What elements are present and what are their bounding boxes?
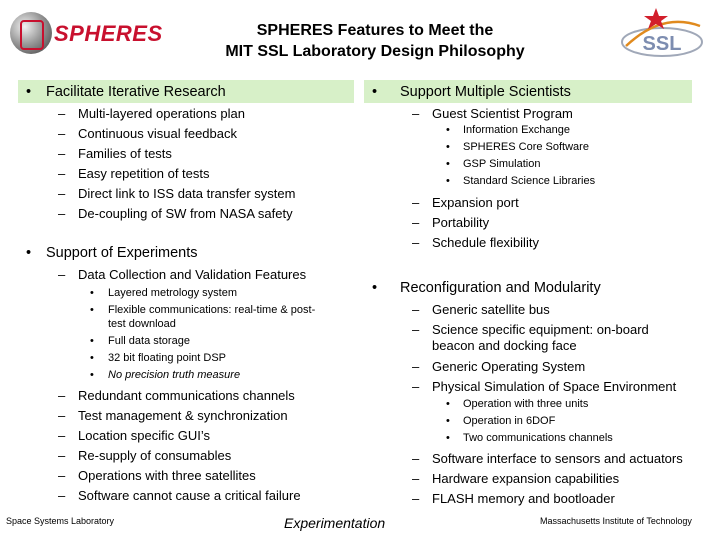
title-line-2: MIT SSL Laboratory Design Philosophy (225, 43, 525, 60)
footer-institution: Massachusetts Institute of Technology (540, 516, 692, 526)
footer-slide-topic: Experimentation (284, 515, 386, 531)
footer-lab-name: Space Systems Laboratory (6, 516, 115, 526)
ssl-logo-text: SSL (642, 33, 682, 55)
globe-icon (10, 12, 52, 54)
title-line-1: SPHERES Features to Meet the (256, 22, 494, 39)
ssl-logo (612, 6, 712, 64)
page-title (190, 20, 560, 62)
spheres-logo (8, 8, 178, 60)
ssl-logo-graphic (612, 6, 712, 64)
spheres-logo-text: SPHERES (54, 21, 163, 46)
